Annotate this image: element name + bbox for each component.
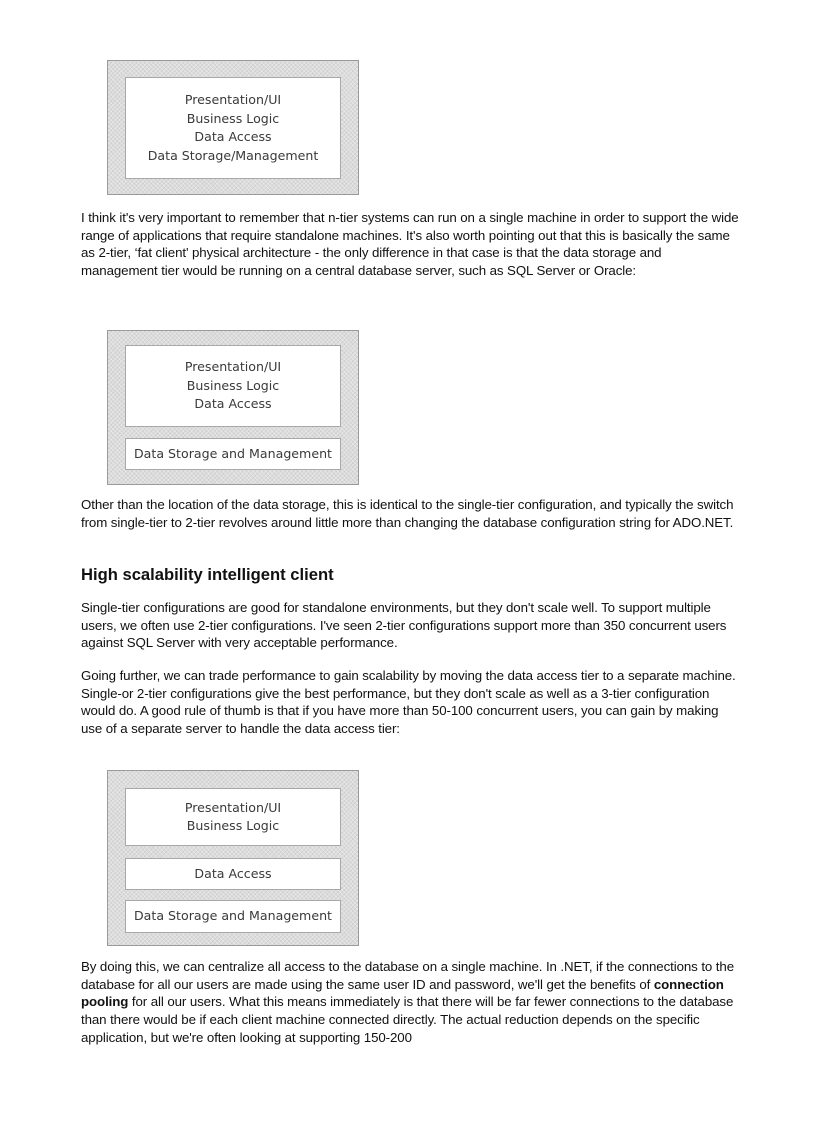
diagram-three-tier [107, 770, 359, 946]
bold-term-connection-pooling: connection pooling [81, 976, 724, 1010]
tier-box-data-access [125, 858, 341, 890]
tier-label: Business Logic [186, 377, 280, 393]
tier-label: Presentation/UI [184, 799, 282, 815]
tier-box-data-storage [125, 438, 341, 470]
tier-label: Data Storage and Management [133, 908, 332, 924]
paragraph-connection-pooling [81, 958, 741, 1047]
tier-label: Presentation/UI [184, 92, 282, 107]
paragraph-ntier-single-machine: I think it's very important to remember that n-tier systems can run on a single machine in order to support the wide range of applications that require standalone machines. It's also worth pointing out that this is basically the same as 2-tier, ‘fat client' physical architecture - the only difference in that case is that the data storage and management tier would be running on a central database server, such as SQL Server or Oracle: [81, 210, 739, 279]
tier-label: Data Access [194, 129, 272, 144]
paragraph-data-storage-location: Other than the location of the data storage, this is identical to the single-tier configuration, and typically the switch from single-tier to 2-tier revolves around little more than changing the database configuration string for ADO.NET. [81, 497, 734, 530]
tier-label: Business Logic [186, 818, 280, 833]
text-run: By doing this, we can centralize all access to the database on a single machine. In .NET, if the connections to the database for all our users are made using the same user ID and password, we'll get the benefits of [81, 959, 734, 992]
tier-label: Presentation/UI [184, 359, 282, 375]
tier-label: Business Logic [186, 110, 280, 126]
tier-box-data-storage [125, 900, 341, 933]
tier-label: Data Access [194, 396, 272, 412]
diagram-single-tier [107, 60, 359, 195]
tier-label: Data Access [194, 865, 272, 881]
section-heading: High scalability intelligent client [81, 565, 334, 584]
paragraph-three-tier-scaling: Going further, we can trade performance to gain scalability by moving the data access tier to a separate machine. Single-or 2-tier configurations give the best performance, but they don't scale as well as a 3-tier configuration would do. A good rule of thumb is that if you have more than 50-100 concurrent users, you can gain by making use of a separate server to handle the data access tier: [81, 668, 736, 737]
paragraph-single-tier-scaling: Single-tier configurations are good for standalone environments, but they don't scale well. To support multiple users, we often use 2-tier configurations. I've seen 2-tier configurations support more than 350 concurrent users against SQL Server with very acceptable performance. [81, 600, 727, 651]
diagram-two-tier [107, 330, 359, 485]
tier-box-presentation-business [125, 788, 341, 846]
text-run: for all our users. What this means immediately is that there will be far fewer connections to the database than there would be if each client machine connected directly. The actual reduction depends on the specific application, but we're often looking at supporting 150-200 [81, 994, 734, 1045]
tier-box-all-layers [125, 77, 341, 179]
tier-label: Data Storage and Management [133, 445, 332, 461]
tier-box-client-layers [125, 345, 341, 427]
tier-label: Data Storage/Management [147, 147, 319, 163]
